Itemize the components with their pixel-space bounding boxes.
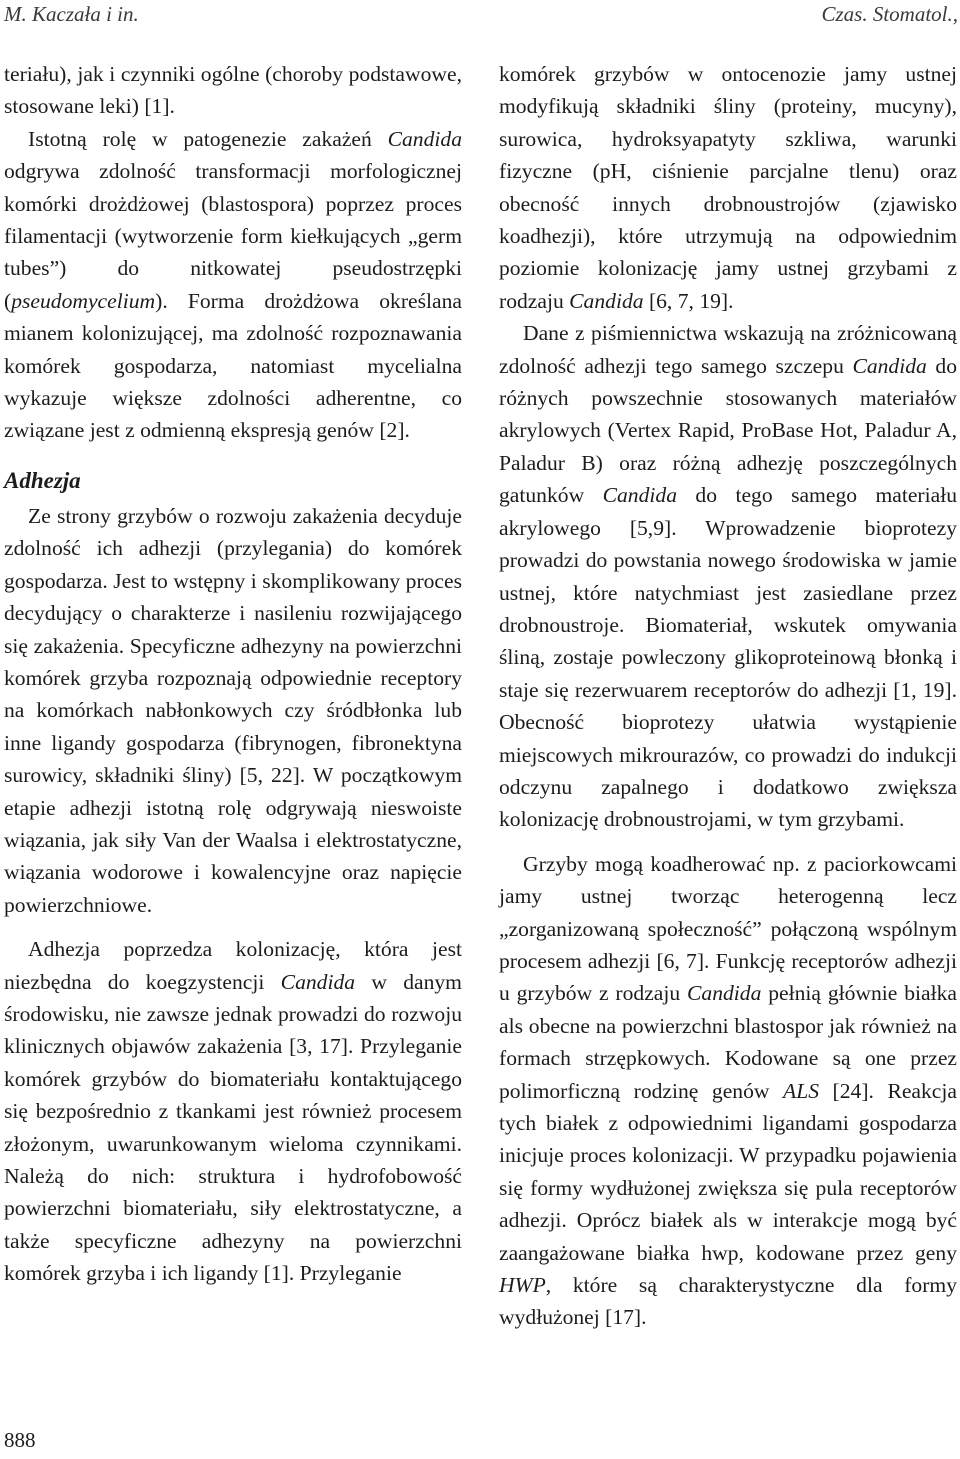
paragraph-adhesion-colonization: Adhezja poprzedza kolonizację, która jest niezbędna do koegzystencji Candida w danym środowisku, nie zawsze jednak prowadzi do rozwoju klinicznych objawów zakażenia [3, 17]. Przyleganie komórek grzybów do biomateriału kontaktującego się bezpośrednio z tkankami jest również procesem złożonym, uwarunkowanym wieloma czynnikami. Należą do nich: struktura i hydrofobowość powierzchni biomateriału, siły elektrostatyczne, a także specyficzne adhezyny na powierzchni komórek grzyba i ich ligandy [1]. Przyleganie <box>4 937 462 1286</box>
paragraph-acrylic-materials: Dane z piśmiennictwa wskazują na zróżnicowaną zdolność adhezji tego samego szczepu Candida do różnych powszechnie stosowanych materiałów akrylowych (Vertex Rapid, ProBase Hot, Paladur A, Paladur B) oraz różną adhezję poszczególnych gatunków Candida do tego samego materiału akrylowego [5,9]. Wprowadzenie bioprotezy prowadzi do powstania nowego środowiska w jamie ustnej, które natychmiast jest zasiedlane przez drobnoustroje. Biomateriał, wskutek omywania śliną, zostaje powleczony glikoproteinową błonką i staje się rezerwuarem receptorów do adhezji [1, 19]. Obecność bioprotezy ułatwia wystąpienie miejscowych mikrourazów, co prowadzi do indukcji odczynu zapalnego i dodatkowo zwiększa kolonizację drobnoustrojami, w tym grzybami. <box>499 321 958 832</box>
paragraph-continuation: teriału), jak i czynniki ogólne (choroby podstawowe, stosowane leki) [1]. <box>4 62 462 119</box>
paragraph-coadhesion: Grzyby mogą koadherować np. z paciorkowcami jamy ustnej tworząc heterogenną lecz „zorganizowaną społeczność” połączoną wspólnym procesem adhezji [6, 7]. Funkcję receptorów adhezji u grzybów z rodzaju Candida pełnią głównie białka als obecne na powierzchni blastospor jak również na formach strzępkowych. Kodowane są one przez polimorficzną rodzinę genów ALS [24]. Reakcja tych białek z odpowiednimi ligandami gospodarza inicjuje proces kolonizacji. W przypadku pojawienia się formy wydłużonej zwiększa się pula receptorów adhezji. Oprócz białek als w interakcje mogą być zaangażowane białka hwp, kodowane przez geny HWP, które są charakterystyczne dla formy wydłużonej [17]. <box>499 851 957 1330</box>
paragraph-candida-pathogenesis: Istotną rolę w patogenezie zakażeń Candida odgrywa zdolność transformacji morfologicznej komórki drożdżowej (blastospora) poprzez proces filamentacji (wytworzenie form kiełkujących „germ tubes”) do nitkowatej pseudostrzępki (pseudomycelium). Forma drożdżowa określana mianem kolonizującej, ma zdolność rozpoznawania komórek gospodarza, natomiast mycelialna wykazuje większe zdolności adherentne, co związane jest z odmienną ekspresją genów [2]. <box>4 126 462 443</box>
running-head-authors: M. Kaczała i in. <box>4 2 139 26</box>
running-head-journal: Czas. Stomatol., <box>821 2 958 26</box>
paragraph-adhesion-process: Ze strony grzybów o rozwoju zakażenia decyduje zdolność ich adhezji (przylegania) do komórek gospodarza. Jest to wstępny i skomplikowany proces decydujący o charakterze i nasileniu rozwijającego się zakażenia. Specyficzne adhezyny na powierzchni komórek grzyba rozpoznają odpowiednie receptory na komórkach nabłonkowych czy śródbłonka lub inne ligandy gospodarza (fibrynogen, fibronektyna surowicy, składniki śliny) [5, 22]. W początkowym etapie adhezji istotną rolę odgrywają nieswoiste wiązania, jak siły Van der Waalsa i elektrostatyczne, wiązania wodorowe i kowalencyjne oraz napięcie powierzchniowe. <box>4 503 462 917</box>
right-column <box>499 58 957 1334</box>
paragraph-oral-ontocenosis: komórek grzybów w ontocenozie jamy ustnej modyfikują składniki śliny (proteiny, mucyny), surowica, hydroksyapatyty szkliwa, warunki fizyczne (pH, ciśnienie parcjalne tlenu) oraz obecność innych drobnoustrojów (zjawisko koadhezji), które utrzymują na odpowiednim poziomie kolonizację jamy ustnej grzybami z rodzaju Candida [6, 7, 19]. <box>499 62 957 313</box>
section-heading-adhezja: Adhezja <box>4 467 81 493</box>
left-column <box>4 58 462 1290</box>
page-number: 888 <box>4 1428 36 1452</box>
